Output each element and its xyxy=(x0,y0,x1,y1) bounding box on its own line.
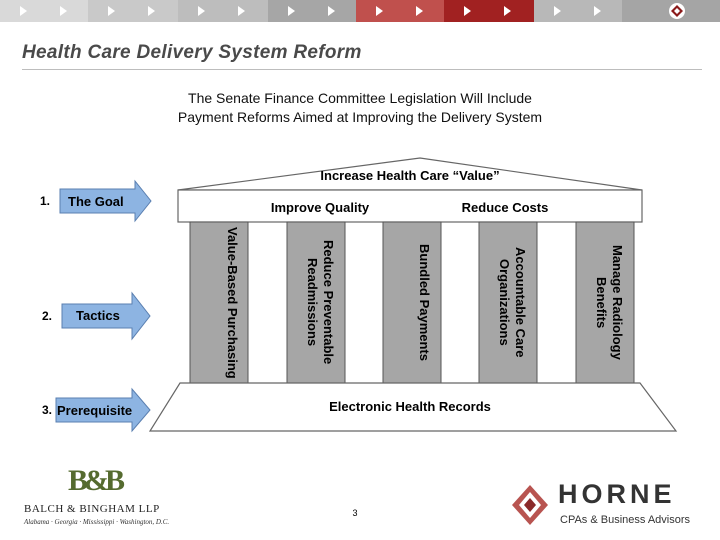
beam-label-quality: Improve Quality xyxy=(270,200,370,215)
prerequisite-number: 3. xyxy=(42,403,53,417)
horne-name: HORNE xyxy=(558,479,676,509)
page-number: 3 xyxy=(352,508,358,518)
pillar-label-value-based: Value-Based Purchasing xyxy=(225,226,240,379)
foundation-label: Electronic Health Records xyxy=(329,399,491,414)
horne-tagline: CPAs & Business Advisors xyxy=(560,514,691,526)
balch-bingham-monogram: B&B xyxy=(68,464,122,497)
subtitle-line-1: The Senate Finance Committee Legislation Will Include xyxy=(188,90,532,106)
goal-number: 1. xyxy=(40,194,51,208)
tactics-label: Tactics xyxy=(76,308,120,323)
pillar-label-readmissions: Reduce Preventable Readmissions xyxy=(305,240,336,365)
roof-label: Increase Health Care “Value” xyxy=(320,168,500,183)
horne-logo-icon xyxy=(510,483,550,527)
pillar-label-bundled: Bundled Payments xyxy=(417,243,432,362)
subtitle-line-2: Payment Reforms Aimed at Improving the Delivery System xyxy=(177,109,543,125)
balch-bingham-cities: Alabama · Georgia · Mississippi · Washington, D.C. xyxy=(24,518,170,526)
balch-bingham-name: BALCH & BINGHAM LLP xyxy=(24,503,160,515)
beam-label-costs: Reduce Costs xyxy=(461,200,549,215)
page-title: Health Care Delivery System Reform xyxy=(22,42,362,63)
goal-label: The Goal xyxy=(68,194,124,209)
tactics-number: 2. xyxy=(42,309,53,323)
pillar-label-accountable: Accountable Care Organizations xyxy=(497,247,528,358)
prerequisite-label: Prerequisite xyxy=(57,403,133,418)
pillar-label-radiology: Manage Radiology Benefits xyxy=(594,245,625,360)
